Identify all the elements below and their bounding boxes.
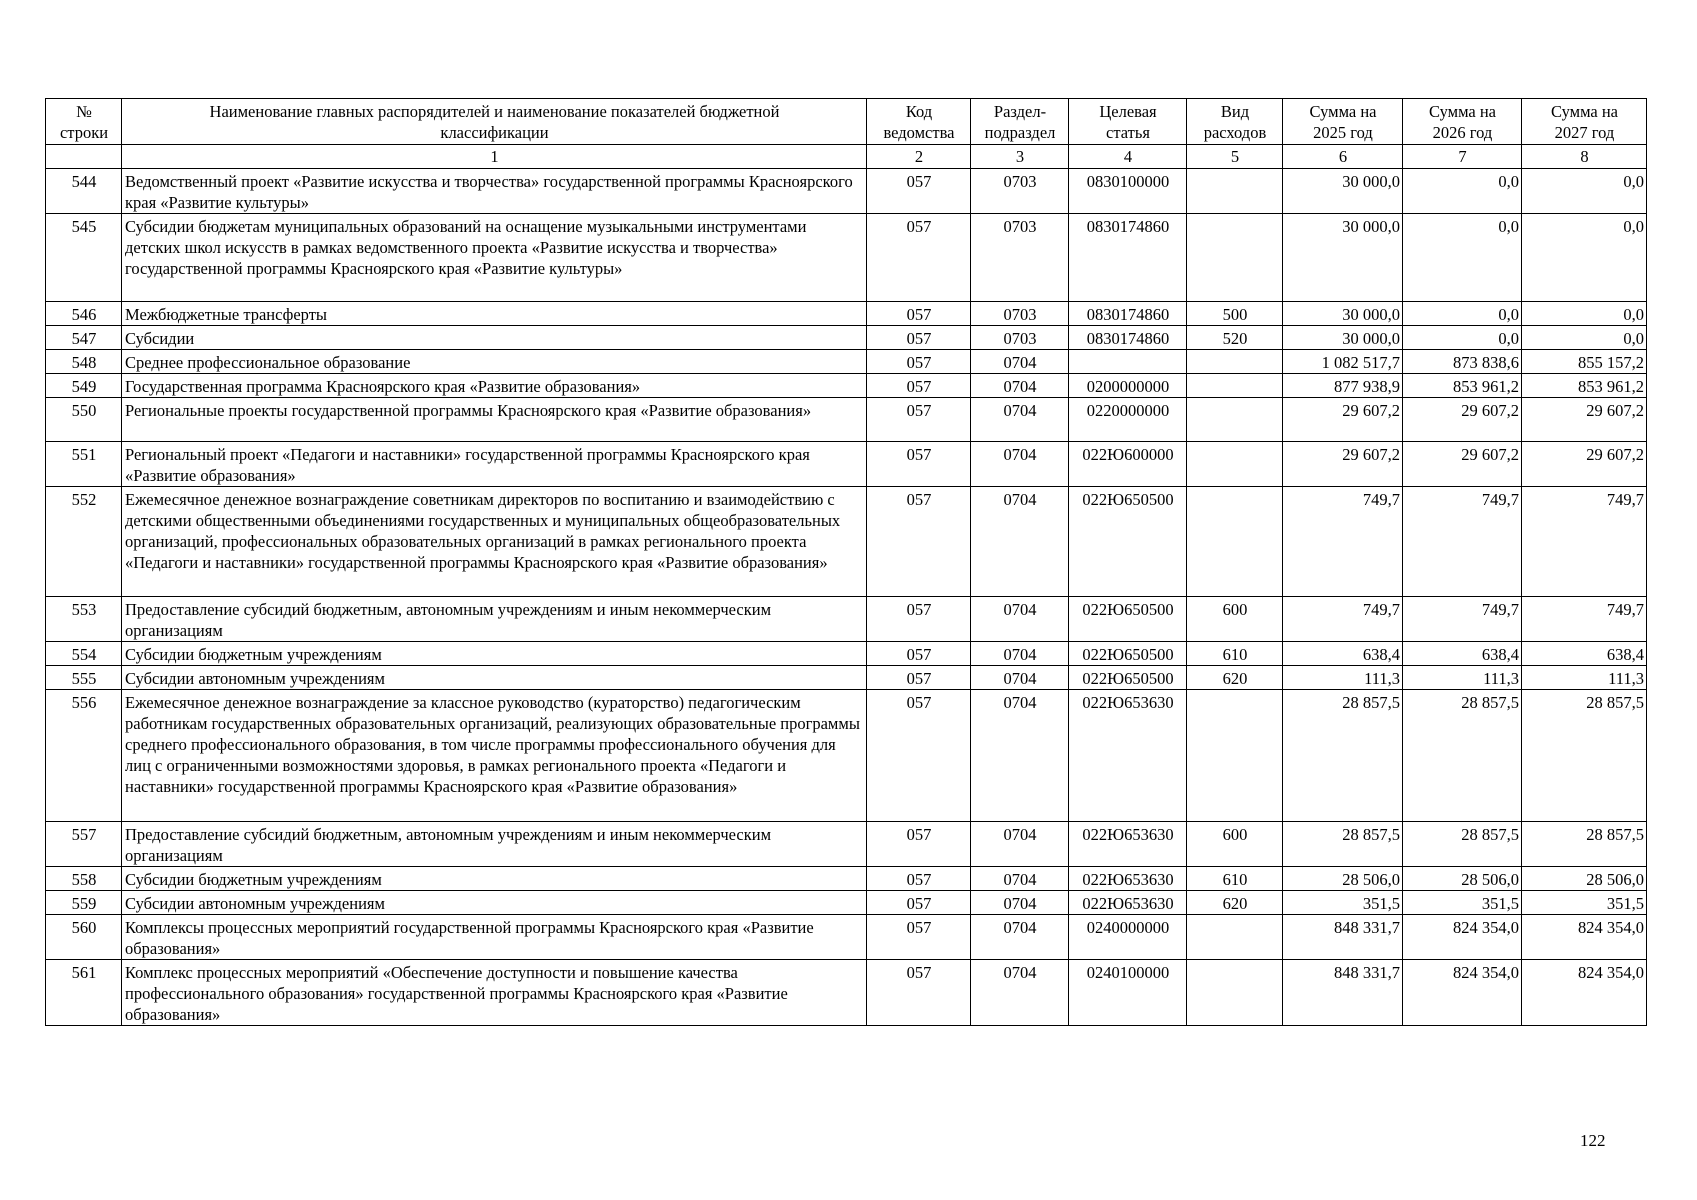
row-name: Региональный проект «Педагоги и наставники» государственной программы Красноярского края «Развитие образования»: [122, 442, 867, 487]
section-code: 0703: [971, 169, 1069, 214]
header-line: Код: [905, 102, 933, 121]
row-name: Субсидии бюджетным учреждениям: [122, 642, 867, 666]
budget-table: [45, 98, 1647, 1026]
sum-2025: 877 938,9: [1283, 374, 1403, 398]
section-code: 0704: [971, 398, 1069, 442]
department-code: 057: [867, 822, 971, 867]
expense-type: [1187, 350, 1283, 374]
row-number: 544: [46, 169, 122, 214]
expense-type: [1187, 214, 1283, 302]
page-number: 122: [1580, 1131, 1606, 1150]
target-article: 022Ю653630: [1069, 891, 1187, 915]
header-line: Наименование главных распорядителей и наименование показателей бюджетной: [209, 102, 780, 121]
sum-2027: 638,4: [1522, 642, 1647, 666]
sum-2026: 824 354,0: [1403, 960, 1522, 1026]
section-code: 0704: [971, 690, 1069, 822]
department-code: 057: [867, 642, 971, 666]
header-line: статья: [1106, 123, 1150, 142]
department-code: 057: [867, 867, 971, 891]
sum-2027: 0,0: [1522, 214, 1647, 302]
header-line: 2027 год: [1554, 123, 1615, 142]
sum-2027: 824 354,0: [1522, 915, 1647, 960]
table-row: [46, 915, 1647, 960]
row-number: 555: [46, 666, 122, 690]
section-code: 0703: [971, 302, 1069, 326]
table-row: [46, 822, 1647, 867]
sum-2026: 0,0: [1403, 326, 1522, 350]
header-target-article: [1069, 99, 1187, 145]
sum-2025: 848 331,7: [1283, 915, 1403, 960]
header-department-code: [867, 99, 971, 145]
row-name: Субсидии: [122, 326, 867, 350]
sum-2025: 638,4: [1283, 642, 1403, 666]
expense-type: 500: [1187, 302, 1283, 326]
column-number-cell: 3: [971, 145, 1069, 169]
expense-type: 620: [1187, 891, 1283, 915]
sum-2027: 0,0: [1522, 326, 1647, 350]
header-line: 2025 год: [1313, 123, 1373, 142]
sum-2026: 0,0: [1403, 169, 1522, 214]
table-body: [46, 169, 1647, 1026]
section-code: 0703: [971, 326, 1069, 350]
row-name: Комплекс процессных мероприятий «Обеспечение доступности и повышение качества профессионального образования» государственной программы Красноярского края «Развитие образования»: [122, 960, 867, 1026]
section-code: 0704: [971, 822, 1069, 867]
sum-2026: 28 857,5: [1403, 690, 1522, 822]
sum-2025: 30 000,0: [1283, 169, 1403, 214]
department-code: 057: [867, 169, 971, 214]
row-number: 554: [46, 642, 122, 666]
row-name: Субсидии бюджетным учреждениям: [122, 867, 867, 891]
column-number-cell: 2: [867, 145, 971, 169]
expense-type: 520: [1187, 326, 1283, 350]
row-number: 546: [46, 302, 122, 326]
row-number: 553: [46, 597, 122, 642]
target-article: 0220000000: [1069, 398, 1187, 442]
table-row: [46, 690, 1647, 822]
target-article: 022Ю650500: [1069, 487, 1187, 597]
section-code: 0704: [971, 374, 1069, 398]
sum-2025: 111,3: [1283, 666, 1403, 690]
header-line: Сумма на: [1551, 102, 1618, 121]
sum-2026: 749,7: [1403, 597, 1522, 642]
target-article: 0240100000: [1069, 960, 1187, 1026]
header-line: строки: [59, 123, 109, 142]
row-number: 547: [46, 326, 122, 350]
expense-type: 610: [1187, 642, 1283, 666]
expense-type: 600: [1187, 822, 1283, 867]
row-number: 548: [46, 350, 122, 374]
row-name: Комплексы процессных мероприятий государственной программы Красноярского края «Развитие образования»: [122, 915, 867, 960]
header-row-number: [46, 99, 122, 145]
column-number-cell: 7: [1403, 145, 1522, 169]
sum-2027: 29 607,2: [1522, 398, 1647, 442]
row-number: 560: [46, 915, 122, 960]
row-number: 559: [46, 891, 122, 915]
expense-type: 610: [1187, 867, 1283, 891]
sum-2027: 749,7: [1522, 597, 1647, 642]
sum-2027: 0,0: [1522, 169, 1647, 214]
row-number: 556: [46, 690, 122, 822]
department-code: 057: [867, 960, 971, 1026]
table-row: [46, 169, 1647, 214]
target-article: 0830174860: [1069, 302, 1187, 326]
section-code: 0704: [971, 350, 1069, 374]
row-name: Ведомственный проект «Развитие искусства и творчества» государственной программы Красноярского края «Развитие культуры»: [122, 169, 867, 214]
sum-2025: 29 607,2: [1283, 398, 1403, 442]
section-code: 0704: [971, 442, 1069, 487]
header-line: Вид: [1220, 102, 1250, 121]
table-row: [46, 398, 1647, 442]
table-row: [46, 487, 1647, 597]
expense-type: [1187, 690, 1283, 822]
target-article: 022Ю653630: [1069, 690, 1187, 822]
target-article: 022Ю650500: [1069, 666, 1187, 690]
sum-2025: 749,7: [1283, 487, 1403, 597]
header-sum-2027: [1522, 99, 1647, 145]
column-number-cell: 1: [122, 145, 867, 169]
row-name: Предоставление субсидий бюджетным, автономным учреждениям и иным некоммерческим организациям: [122, 822, 867, 867]
target-article: 022Ю653630: [1069, 822, 1187, 867]
sum-2027: 855 157,2: [1522, 350, 1647, 374]
sum-2025: 30 000,0: [1283, 302, 1403, 326]
section-code: 0704: [971, 487, 1069, 597]
table-header: [46, 99, 1647, 169]
header-line: Сумма на: [1309, 102, 1377, 121]
sum-2025: 351,5: [1283, 891, 1403, 915]
sum-2027: 28 857,5: [1522, 822, 1647, 867]
sum-2026: 824 354,0: [1403, 915, 1522, 960]
section-code: 0703: [971, 214, 1069, 302]
table-row: [46, 597, 1647, 642]
sum-2025: 28 506,0: [1283, 867, 1403, 891]
table-row: [46, 891, 1647, 915]
sum-2026: 351,5: [1403, 891, 1522, 915]
sum-2025: 30 000,0: [1283, 214, 1403, 302]
row-number: 545: [46, 214, 122, 302]
table-row: [46, 350, 1647, 374]
department-code: 057: [867, 442, 971, 487]
expense-type: [1187, 442, 1283, 487]
department-code: 057: [867, 398, 971, 442]
row-name: Предоставление субсидий бюджетным, автономным учреждениям и иным некоммерческим организациям: [122, 597, 867, 642]
column-number-cell: 8: [1522, 145, 1647, 169]
sum-2027: 824 354,0: [1522, 960, 1647, 1026]
row-number: 561: [46, 960, 122, 1026]
expense-type: [1187, 374, 1283, 398]
expense-type: 620: [1187, 666, 1283, 690]
header-name: [122, 99, 867, 145]
sum-2026: 0,0: [1403, 302, 1522, 326]
sum-2025: 28 857,5: [1283, 822, 1403, 867]
department-code: 057: [867, 374, 971, 398]
sum-2025: 848 331,7: [1283, 960, 1403, 1026]
header-line: №: [76, 102, 92, 121]
row-name: Субсидии автономным учреждениям: [122, 891, 867, 915]
target-article: 0240000000: [1069, 915, 1187, 960]
header-sum-2025: [1283, 99, 1403, 145]
sum-2025: 30 000,0: [1283, 326, 1403, 350]
department-code: 057: [867, 915, 971, 960]
table-row: [46, 326, 1647, 350]
sum-2025: 28 857,5: [1283, 690, 1403, 822]
section-code: 0704: [971, 915, 1069, 960]
sum-2027: 853 961,2: [1522, 374, 1647, 398]
table-row: [46, 302, 1647, 326]
department-code: 057: [867, 666, 971, 690]
header-sum-2026: [1403, 99, 1522, 145]
sum-2026: 111,3: [1403, 666, 1522, 690]
sum-2027: 29 607,2: [1522, 442, 1647, 487]
row-number: 551: [46, 442, 122, 487]
target-article: 0830174860: [1069, 326, 1187, 350]
header-line: ведомства: [883, 123, 955, 142]
column-number-cell: 5: [1187, 145, 1283, 169]
expense-type: [1187, 960, 1283, 1026]
sum-2026: 749,7: [1403, 487, 1522, 597]
sum-2026: 873 838,6: [1403, 350, 1522, 374]
sum-2025: 29 607,2: [1283, 442, 1403, 487]
sum-2026: 28 506,0: [1403, 867, 1522, 891]
section-code: 0704: [971, 891, 1069, 915]
department-code: 057: [867, 350, 971, 374]
section-code: 0704: [971, 666, 1069, 690]
sum-2025: 749,7: [1283, 597, 1403, 642]
department-code: 057: [867, 690, 971, 822]
header-line: Раздел-: [993, 102, 1047, 121]
column-numbers-row: [46, 145, 1647, 169]
sum-2027: 749,7: [1522, 487, 1647, 597]
row-name: Государственная программа Красноярского края «Развитие образования»: [122, 374, 867, 398]
row-name: Ежемесячное денежное вознаграждение за классное руководство (кураторство) педагогическим работникам государственных образовательных организаций, реализующих образовательные программы среднего профессионального образования, в том числе программы профессионального обучения для лиц с ограниченными возможностями здоровья, в рамках регионального проекта «Педагоги и наставники» государственной программы Красноярского края «Развитие образования»: [122, 690, 867, 822]
row-name: Среднее профессиональное образование: [122, 350, 867, 374]
column-number-cell: [46, 145, 122, 169]
header-line: Целевая: [1099, 102, 1157, 121]
target-article: 0830100000: [1069, 169, 1187, 214]
sum-2027: 351,5: [1522, 891, 1647, 915]
header-line: 2026 год: [1432, 123, 1493, 142]
sum-2025: 1 082 517,7: [1283, 350, 1403, 374]
section-code: 0704: [971, 642, 1069, 666]
department-code: 057: [867, 597, 971, 642]
table-row: [46, 214, 1647, 302]
table-row: [46, 960, 1647, 1026]
row-number: 552: [46, 487, 122, 597]
row-name: Субсидии автономным учреждениям: [122, 666, 867, 690]
department-code: 057: [867, 487, 971, 597]
header-line: подраздел: [984, 123, 1056, 142]
column-number-cell: 4: [1069, 145, 1187, 169]
expense-type: [1187, 915, 1283, 960]
section-code: 0704: [971, 597, 1069, 642]
target-article: 022Ю653630: [1069, 867, 1187, 891]
sum-2026: 638,4: [1403, 642, 1522, 666]
department-code: 057: [867, 326, 971, 350]
row-name: Субсидии бюджетам муниципальных образований на оснащение музыкальными инструментами детских школ искусств в рамках ведомственного проекта «Развитие искусства и творчества» государственной программы Красноярского края «Развитие культуры»: [122, 214, 867, 302]
sum-2027: 0,0: [1522, 302, 1647, 326]
header-row: [46, 99, 1647, 145]
target-article: 022Ю650500: [1069, 597, 1187, 642]
target-article: 0200000000: [1069, 374, 1187, 398]
sum-2026: 0,0: [1403, 214, 1522, 302]
row-number: 550: [46, 398, 122, 442]
column-number-cell: 6: [1283, 145, 1403, 169]
row-name: Региональные проекты государственной программы Красноярского края «Развитие образования»: [122, 398, 867, 442]
expense-type: 600: [1187, 597, 1283, 642]
header-section: [971, 99, 1069, 145]
section-code: 0704: [971, 867, 1069, 891]
section-code: 0704: [971, 960, 1069, 1026]
expense-type: [1187, 398, 1283, 442]
table-row: [46, 374, 1647, 398]
sum-2027: 28 506,0: [1522, 867, 1647, 891]
row-number: 549: [46, 374, 122, 398]
sum-2027: 111,3: [1522, 666, 1647, 690]
expense-type: [1187, 169, 1283, 214]
row-number: 557: [46, 822, 122, 867]
expense-type: [1187, 487, 1283, 597]
sum-2026: 28 857,5: [1403, 822, 1522, 867]
sum-2026: 29 607,2: [1403, 398, 1522, 442]
table-row: [46, 642, 1647, 666]
row-number: 558: [46, 867, 122, 891]
sum-2026: 29 607,2: [1403, 442, 1522, 487]
department-code: 057: [867, 214, 971, 302]
department-code: 057: [867, 302, 971, 326]
table-row: [46, 666, 1647, 690]
header-line: классификации: [440, 123, 549, 142]
sum-2026: 853 961,2: [1403, 374, 1522, 398]
table-row: [46, 867, 1647, 891]
header-line: Сумма на: [1429, 102, 1496, 121]
target-article: 022Ю650500: [1069, 642, 1187, 666]
header-expense-type: [1187, 99, 1283, 145]
row-name: Межбюджетные трансферты: [122, 302, 867, 326]
target-article: 0830174860: [1069, 214, 1187, 302]
row-name: Ежемесячное денежное вознаграждение советникам директоров по воспитанию и взаимодействию с детскими общественными объединениями государственных и муниципальных общеобразовательных организаций, профессиональных образовательных организаций в рамках регионального проекта «Педагоги и наставники» государственной программы Красноярского края «Развитие образования»: [122, 487, 867, 597]
table-row: [46, 442, 1647, 487]
department-code: 057: [867, 891, 971, 915]
target-article: 022Ю600000: [1069, 442, 1187, 487]
sum-2027: 28 857,5: [1522, 690, 1647, 822]
target-article: [1069, 350, 1187, 374]
header-line: расходов: [1203, 123, 1267, 142]
